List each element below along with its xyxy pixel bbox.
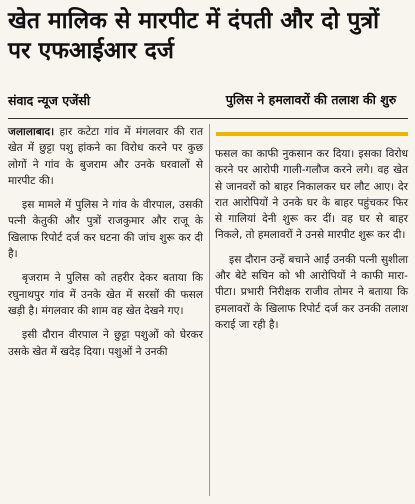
agency-byline: संवाद न्यूज एजेंसी [8, 93, 91, 108]
paragraph: बृजराम ने पुलिस को तहरीर देकर बताया कि रघुनाथपुर गांव में उनके खेत में सरसों की फसल खड़ी है। मंगलवार की शाम वह खेत देखने गए। [8, 272, 203, 317]
right-column [215, 146, 408, 341]
paragraph: इसी दौरान वीरपाल ने छुट्टा पशुओं को घेरकर उसके खेत में खदेड़ दिया। पशुओं ने उनकी [8, 329, 203, 358]
paragraph: इस मामले में पुलिस ने गांव के वीरपाल, उसकी पत्नी केतुकी और पुत्रों राजकुमार और राजू के खिलाफ रिपोर्ट दर्ज कर घटना की जांच शुरू कर दी है। [8, 199, 203, 261]
paragraph [8, 124, 203, 189]
left-column [8, 124, 203, 368]
paragraph-text: हार कटेटा गांव में मंगलवार की रात खेत में छुट्टा पशु हांकने का विरोध करने पर कुछ लोगों ने गांव के बुजराम और उनके घरवालों से मारपीट की। [8, 126, 204, 187]
dateline: जलालाबाद। [8, 126, 55, 138]
subheadline: पुलिस ने हमलावरों की तलाश की शुरु [225, 92, 397, 107]
paragraph: फसल का काफी नुकसान कर दिया। इसका विरोध करने पर आरोपी गाली-गलौज करने लगे। वह खेत से जानवरों को बाहर निकालकर घर लौट आए। देर रात आरोपियों ने उनके घर के बाहर पहुंचकर फिर से गालियां देनी शुरू कर दीं। वह घर से बाहर निकले, तो हमलावरों ने उनसे मारपीट शुरू कर दी। [215, 148, 408, 242]
headline: खेत मालिक से मारपीट में दंपती और दो पुत्रों पर एफआईआर दर्ज [8, 8, 380, 64]
column-divider [209, 124, 210, 496]
paragraph: इस दौरान उन्हें बचाने आईं उनकी पत्नी सुशीला और बेटे सचिन को भी आरोपियों ने काफी मारा-पीटा। प्रभारी निरीक्षक राजीव तोमर ने बताया कि हमलावरों के खिलाफ रिपोर्ट दर्ज कर उनकी तलाश कराई जा रही है। [215, 253, 408, 331]
subhead-accent-rule [216, 132, 408, 136]
header-divider [8, 118, 408, 119]
